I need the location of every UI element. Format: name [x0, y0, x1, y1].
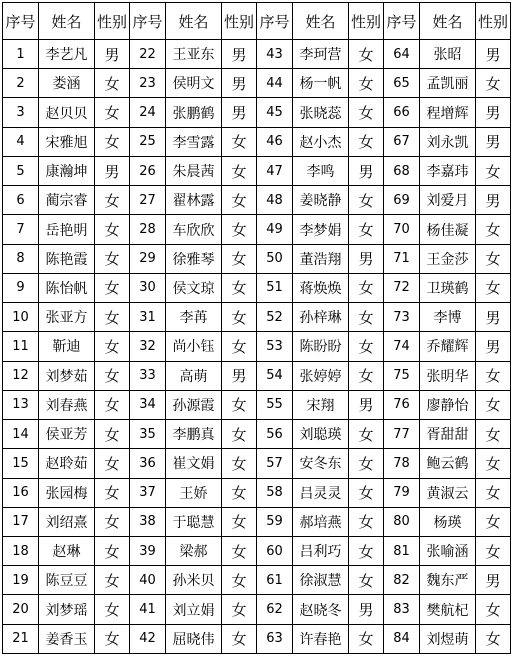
student-name-cell: 安冬东	[293, 449, 349, 478]
table-row	[3, 361, 511, 390]
gender-cell: 女	[222, 332, 257, 361]
table-row	[3, 390, 511, 419]
row-index-cell: 35	[130, 420, 166, 449]
row-index-cell: 39	[130, 536, 166, 565]
student-name-cell: 刘梦茹	[39, 361, 95, 390]
gender-cell: 男	[349, 390, 384, 419]
gender-cell: 男	[95, 40, 130, 69]
student-name-cell: 崔文娟	[166, 449, 222, 478]
gender-cell: 女	[222, 156, 257, 185]
gender-cell: 女	[95, 536, 130, 565]
row-index-cell: 80	[384, 507, 420, 536]
student-name-cell: 高萌	[166, 361, 222, 390]
row-index-cell: 51	[257, 273, 293, 302]
row-index-cell: 66	[384, 98, 420, 127]
row-index-cell: 25	[130, 127, 166, 156]
gender-cell: 女	[349, 361, 384, 390]
row-index-cell: 42	[130, 624, 166, 653]
row-index-cell: 63	[257, 624, 293, 653]
student-name-cell: 蒋焕焕	[293, 273, 349, 302]
header-cell-index: 序号	[257, 3, 293, 40]
student-name-cell: 陈艳霞	[39, 244, 95, 273]
student-name-cell: 张园梅	[39, 478, 95, 507]
row-index-cell: 14	[3, 420, 39, 449]
row-index-cell: 16	[3, 478, 39, 507]
student-name-cell: 吕利巧	[293, 536, 349, 565]
student-name-cell: 许春艳	[293, 624, 349, 653]
student-name-cell: 孟凯丽	[420, 69, 476, 98]
gender-cell: 女	[476, 478, 511, 507]
gender-cell: 女	[349, 420, 384, 449]
table-row	[3, 273, 511, 302]
table-row	[3, 624, 511, 653]
row-index-cell: 45	[257, 98, 293, 127]
gender-cell: 女	[476, 390, 511, 419]
student-name-cell: 刘煜萌	[420, 624, 476, 653]
student-name-cell: 鲍云鹤	[420, 449, 476, 478]
row-index-cell: 31	[130, 303, 166, 332]
row-index-cell: 36	[130, 449, 166, 478]
row-index-cell: 79	[384, 478, 420, 507]
row-index-cell: 30	[130, 273, 166, 302]
student-name-cell: 杨一帆	[293, 69, 349, 98]
header-cell-gender: 性别	[222, 3, 257, 40]
row-index-cell: 73	[384, 303, 420, 332]
row-index-cell: 43	[257, 40, 293, 69]
student-name-cell: 李雪露	[166, 127, 222, 156]
row-index-cell: 46	[257, 127, 293, 156]
table-row	[3, 536, 511, 565]
student-name-cell: 宋雅旭	[39, 127, 95, 156]
student-name-cell: 刘爱月	[420, 186, 476, 215]
student-name-cell: 陈豆豆	[39, 566, 95, 595]
row-index-cell: 62	[257, 595, 293, 624]
student-name-cell: 黄淑云	[420, 478, 476, 507]
student-name-cell: 张昭	[420, 40, 476, 69]
row-index-cell: 21	[3, 624, 39, 653]
student-name-cell: 赵贝贝	[39, 98, 95, 127]
student-name-cell: 孙源霞	[166, 390, 222, 419]
row-index-cell: 67	[384, 127, 420, 156]
student-name-cell: 康瀚坤	[39, 156, 95, 185]
row-index-cell: 17	[3, 507, 39, 536]
header-cell-index: 序号	[384, 3, 420, 40]
gender-cell: 女	[95, 303, 130, 332]
row-index-cell: 29	[130, 244, 166, 273]
row-index-cell: 28	[130, 215, 166, 244]
gender-cell: 女	[349, 332, 384, 361]
table-row	[3, 420, 511, 449]
student-name-cell: 蔺宗睿	[39, 186, 95, 215]
gender-cell: 女	[95, 244, 130, 273]
gender-cell: 女	[476, 361, 511, 390]
student-name-cell: 梁郝	[166, 536, 222, 565]
student-name-cell: 李苒	[166, 303, 222, 332]
gender-cell: 男	[222, 69, 257, 98]
student-name-cell: 刘梦瑶	[39, 595, 95, 624]
gender-cell: 女	[349, 478, 384, 507]
row-index-cell: 64	[384, 40, 420, 69]
gender-cell: 女	[222, 507, 257, 536]
gender-cell: 女	[222, 390, 257, 419]
row-index-cell: 57	[257, 449, 293, 478]
gender-cell: 女	[476, 244, 511, 273]
row-index-cell: 37	[130, 478, 166, 507]
header-cell-name: 姓名	[166, 3, 222, 40]
student-name-cell: 赵琳	[39, 536, 95, 565]
row-index-cell: 7	[3, 215, 39, 244]
gender-cell: 女	[222, 536, 257, 565]
student-name-cell: 侯明文	[166, 69, 222, 98]
gender-cell: 女	[222, 273, 257, 302]
gender-cell: 女	[476, 156, 511, 185]
student-name-cell: 刘春燕	[39, 390, 95, 419]
student-name-cell: 樊航杞	[420, 595, 476, 624]
student-name-cell: 杨瑛	[420, 507, 476, 536]
student-name-cell: 孙米贝	[166, 566, 222, 595]
gender-cell: 女	[349, 624, 384, 653]
student-name-cell: 刘立娟	[166, 595, 222, 624]
row-index-cell: 53	[257, 332, 293, 361]
student-name-cell: 杨佳凝	[420, 215, 476, 244]
header-cell-name: 姓名	[39, 3, 95, 40]
gender-cell: 女	[222, 127, 257, 156]
student-name-cell: 刘聪瑛	[293, 420, 349, 449]
gender-cell: 女	[349, 449, 384, 478]
gender-cell: 男	[476, 332, 511, 361]
gender-cell: 女	[95, 98, 130, 127]
table-row	[3, 156, 511, 185]
row-index-cell: 20	[3, 595, 39, 624]
row-index-cell: 50	[257, 244, 293, 273]
row-index-cell: 61	[257, 566, 293, 595]
gender-cell: 女	[349, 98, 384, 127]
table-row	[3, 69, 511, 98]
gender-cell: 男	[476, 303, 511, 332]
student-name-cell: 尚小钰	[166, 332, 222, 361]
gender-cell: 男	[222, 98, 257, 127]
student-name-cell: 李嘉玮	[420, 156, 476, 185]
gender-cell: 男	[222, 40, 257, 69]
row-index-cell: 18	[3, 536, 39, 565]
roster-body	[3, 40, 511, 654]
student-name-cell: 岳艳明	[39, 215, 95, 244]
gender-cell: 女	[95, 273, 130, 302]
header-cell-gender: 性别	[476, 3, 511, 40]
gender-cell: 女	[95, 624, 130, 653]
student-name-cell: 吕灵灵	[293, 478, 349, 507]
row-index-cell: 52	[257, 303, 293, 332]
row-index-cell: 82	[384, 566, 420, 595]
row-index-cell: 54	[257, 361, 293, 390]
gender-cell: 女	[95, 449, 130, 478]
row-index-cell: 27	[130, 186, 166, 215]
table-row	[3, 186, 511, 215]
row-index-cell: 6	[3, 186, 39, 215]
gender-cell: 女	[222, 449, 257, 478]
row-index-cell: 74	[384, 332, 420, 361]
row-index-cell: 69	[384, 186, 420, 215]
row-index-cell: 24	[130, 98, 166, 127]
gender-cell: 女	[349, 303, 384, 332]
student-name-cell: 李珂营	[293, 40, 349, 69]
gender-cell: 女	[476, 69, 511, 98]
student-name-cell: 徐雅琴	[166, 244, 222, 273]
student-name-cell: 郝培燕	[293, 507, 349, 536]
row-index-cell: 5	[3, 156, 39, 185]
gender-cell: 女	[349, 40, 384, 69]
row-index-cell: 47	[257, 156, 293, 185]
table-row	[3, 98, 511, 127]
row-index-cell: 34	[130, 390, 166, 419]
row-index-cell: 10	[3, 303, 39, 332]
student-name-cell: 赵晓冬	[293, 595, 349, 624]
student-name-cell: 娄涵	[39, 69, 95, 98]
row-index-cell: 58	[257, 478, 293, 507]
row-index-cell: 71	[384, 244, 420, 273]
table-row	[3, 595, 511, 624]
student-name-cell: 张鹏鹤	[166, 98, 222, 127]
header-cell-name: 姓名	[293, 3, 349, 40]
gender-cell: 女	[349, 273, 384, 302]
row-index-cell: 77	[384, 420, 420, 449]
row-index-cell: 84	[384, 624, 420, 653]
student-name-cell: 翟林露	[166, 186, 222, 215]
gender-cell: 女	[222, 478, 257, 507]
student-name-cell: 李鸣	[293, 156, 349, 185]
table-row	[3, 507, 511, 536]
gender-cell: 女	[349, 69, 384, 98]
student-name-cell: 李艺凡	[39, 40, 95, 69]
student-name-cell: 程增辉	[420, 98, 476, 127]
header-cell-index: 序号	[130, 3, 166, 40]
gender-cell: 女	[95, 215, 130, 244]
row-index-cell: 65	[384, 69, 420, 98]
table-row	[3, 449, 511, 478]
student-name-cell: 张晓蕊	[293, 98, 349, 127]
table-row	[3, 127, 511, 156]
gender-cell: 女	[349, 566, 384, 595]
row-index-cell: 49	[257, 215, 293, 244]
gender-cell: 女	[476, 215, 511, 244]
gender-cell: 女	[476, 420, 511, 449]
student-name-cell: 王亚东	[166, 40, 222, 69]
gender-cell: 女	[95, 595, 130, 624]
gender-cell: 男	[476, 566, 511, 595]
header-row	[3, 3, 511, 40]
row-index-cell: 44	[257, 69, 293, 98]
row-index-cell: 3	[3, 98, 39, 127]
gender-cell: 女	[95, 390, 130, 419]
student-name-cell: 屈晓伟	[166, 624, 222, 653]
student-name-cell: 卫瑛鹤	[420, 273, 476, 302]
gender-cell: 女	[349, 186, 384, 215]
row-index-cell: 76	[384, 390, 420, 419]
gender-cell: 男	[476, 40, 511, 69]
gender-cell: 女	[222, 624, 257, 653]
row-index-cell: 19	[3, 566, 39, 595]
row-index-cell: 70	[384, 215, 420, 244]
gender-cell: 男	[349, 244, 384, 273]
student-name-cell: 王娇	[166, 478, 222, 507]
header-cell-index: 序号	[3, 3, 39, 40]
student-name-cell: 姜晓静	[293, 186, 349, 215]
student-name-cell: 孙梓琳	[293, 303, 349, 332]
gender-cell: 女	[95, 69, 130, 98]
row-index-cell: 8	[3, 244, 39, 273]
row-index-cell: 40	[130, 566, 166, 595]
gender-cell: 女	[476, 595, 511, 624]
student-name-cell: 董浩翔	[293, 244, 349, 273]
student-name-cell: 李博	[420, 303, 476, 332]
gender-cell: 男	[349, 595, 384, 624]
gender-cell: 女	[95, 507, 130, 536]
student-name-cell: 侯亚芳	[39, 420, 95, 449]
gender-cell: 女	[476, 624, 511, 653]
student-name-cell: 李鹏真	[166, 420, 222, 449]
student-name-cell: 侯文琼	[166, 273, 222, 302]
gender-cell: 女	[95, 420, 130, 449]
gender-cell: 女	[222, 186, 257, 215]
header-cell-gender: 性别	[349, 3, 384, 40]
student-name-cell: 张明华	[420, 361, 476, 390]
table-row	[3, 303, 511, 332]
table-row	[3, 215, 511, 244]
header-cell-name: 姓名	[420, 3, 476, 40]
student-name-cell: 赵小杰	[293, 127, 349, 156]
student-name-cell: 徐淑慧	[293, 566, 349, 595]
row-index-cell: 26	[130, 156, 166, 185]
student-name-cell: 陈怡帆	[39, 273, 95, 302]
student-name-cell: 张喻涵	[420, 536, 476, 565]
gender-cell: 女	[476, 536, 511, 565]
gender-cell: 男	[476, 98, 511, 127]
student-roster-table	[2, 2, 511, 654]
student-name-cell: 张婷婷	[293, 361, 349, 390]
row-index-cell: 68	[384, 156, 420, 185]
table-row	[3, 40, 511, 69]
gender-cell: 女	[95, 478, 130, 507]
row-index-cell: 83	[384, 595, 420, 624]
gender-cell: 女	[222, 566, 257, 595]
gender-cell: 女	[476, 273, 511, 302]
row-index-cell: 55	[257, 390, 293, 419]
gender-cell: 女	[222, 595, 257, 624]
gender-cell: 男	[476, 186, 511, 215]
gender-cell: 女	[95, 186, 130, 215]
gender-cell: 女	[349, 507, 384, 536]
student-name-cell: 赵聆茹	[39, 449, 95, 478]
row-index-cell: 78	[384, 449, 420, 478]
student-name-cell: 朱晨茜	[166, 156, 222, 185]
row-index-cell: 72	[384, 273, 420, 302]
gender-cell: 女	[95, 361, 130, 390]
row-index-cell: 75	[384, 361, 420, 390]
gender-cell: 女	[349, 536, 384, 565]
row-index-cell: 41	[130, 595, 166, 624]
student-name-cell: 宋翔	[293, 390, 349, 419]
gender-cell: 男	[349, 156, 384, 185]
gender-cell: 女	[476, 507, 511, 536]
student-name-cell: 乔耀辉	[420, 332, 476, 361]
gender-cell: 女	[222, 420, 257, 449]
student-name-cell: 廖静怡	[420, 390, 476, 419]
row-index-cell: 23	[130, 69, 166, 98]
row-index-cell: 32	[130, 332, 166, 361]
student-name-cell: 胥甜甜	[420, 420, 476, 449]
student-name-cell: 车欣欣	[166, 215, 222, 244]
student-name-cell: 刘绍熹	[39, 507, 95, 536]
row-index-cell: 4	[3, 127, 39, 156]
gender-cell: 男	[476, 127, 511, 156]
row-index-cell: 22	[130, 40, 166, 69]
table-row	[3, 244, 511, 273]
table-row	[3, 566, 511, 595]
student-name-cell: 魏东严	[420, 566, 476, 595]
row-index-cell: 60	[257, 536, 293, 565]
gender-cell: 女	[95, 127, 130, 156]
table-row	[3, 332, 511, 361]
row-index-cell: 33	[130, 361, 166, 390]
gender-cell: 女	[222, 244, 257, 273]
row-index-cell: 81	[384, 536, 420, 565]
student-name-cell: 于聪慧	[166, 507, 222, 536]
student-name-cell: 陈盼盼	[293, 332, 349, 361]
student-name-cell: 靳迪	[39, 332, 95, 361]
row-index-cell: 13	[3, 390, 39, 419]
table-row	[3, 478, 511, 507]
row-index-cell: 1	[3, 40, 39, 69]
row-index-cell: 12	[3, 361, 39, 390]
row-index-cell: 38	[130, 507, 166, 536]
row-index-cell: 11	[3, 332, 39, 361]
row-index-cell: 15	[3, 449, 39, 478]
student-name-cell: 王金莎	[420, 244, 476, 273]
gender-cell: 女	[222, 303, 257, 332]
gender-cell: 女	[349, 215, 384, 244]
header-cell-gender: 性别	[95, 3, 130, 40]
student-name-cell: 张亚方	[39, 303, 95, 332]
row-index-cell: 2	[3, 69, 39, 98]
gender-cell: 女	[476, 449, 511, 478]
gender-cell: 男	[95, 156, 130, 185]
gender-cell: 女	[95, 566, 130, 595]
gender-cell: 女	[222, 215, 257, 244]
row-index-cell: 48	[257, 186, 293, 215]
student-name-cell: 李梦娟	[293, 215, 349, 244]
gender-cell: 女	[349, 127, 384, 156]
student-name-cell: 刘永凯	[420, 127, 476, 156]
row-index-cell: 9	[3, 273, 39, 302]
row-index-cell: 56	[257, 420, 293, 449]
row-index-cell: 59	[257, 507, 293, 536]
gender-cell: 女	[95, 332, 130, 361]
gender-cell: 男	[222, 361, 257, 390]
student-name-cell: 姜香玉	[39, 624, 95, 653]
